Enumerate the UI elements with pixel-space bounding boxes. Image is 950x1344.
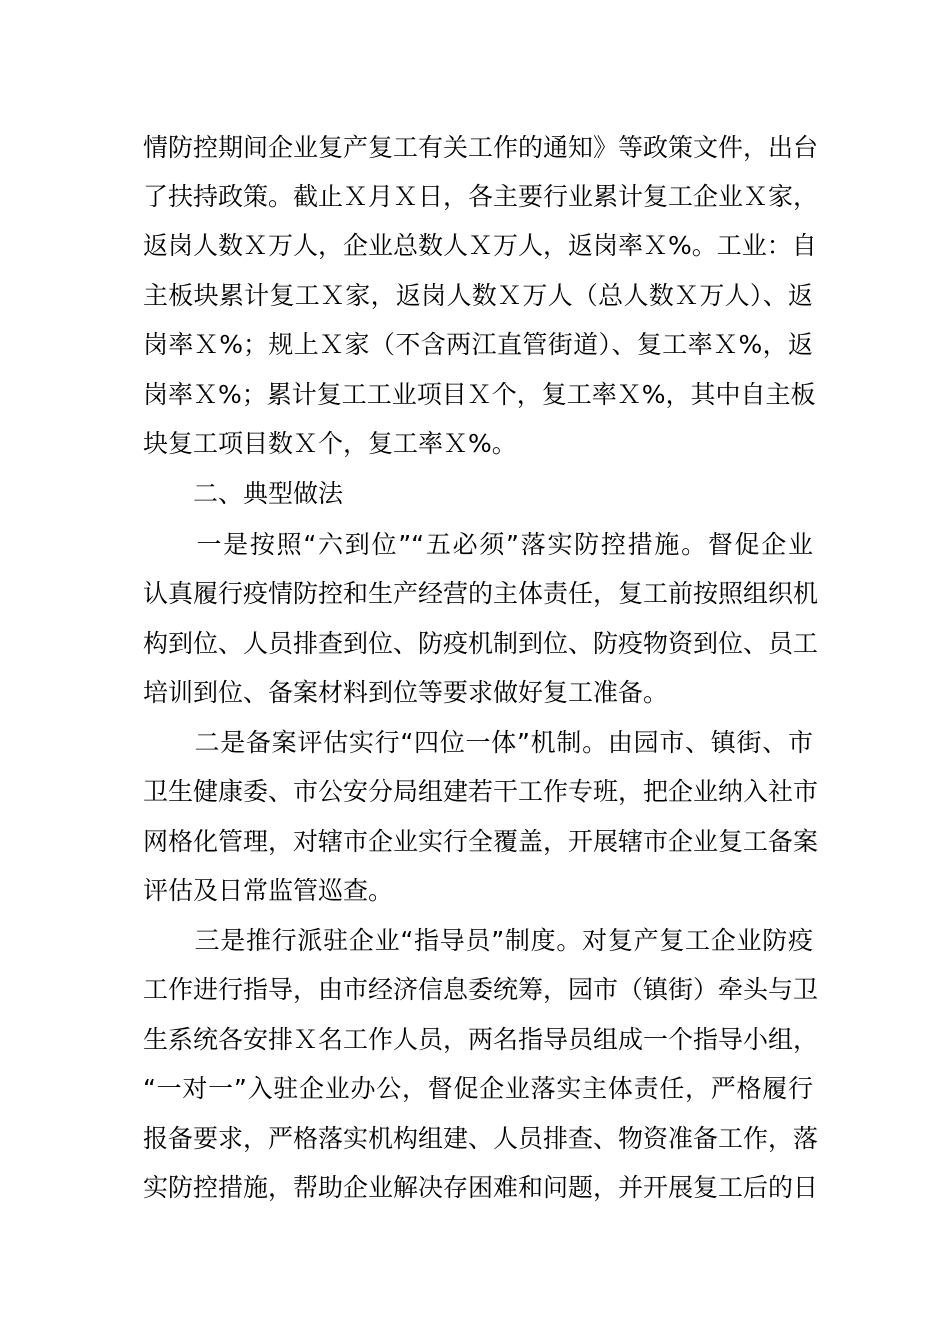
text-line: 实防控措施，帮助企业解决存困难和问题，并开展复工后的日 xyxy=(143,1173,819,1202)
text-line: “一对一”入驻企业办公，督促企业落实主体责任，严格履行 xyxy=(143,1074,813,1103)
text-line: 一是按照“六到位”“五必须”落实防控措施。督促企业 xyxy=(143,530,813,559)
text-line: 三是推行派驻企业“指导员”制度。对复产复工企业防疫 xyxy=(143,926,813,955)
text-line: 了扶持政策。截止Ｘ月Ｘ日，各主要行业累计复工企业Ｘ家， xyxy=(143,182,819,211)
text-line: 报备要求，严格落实机构组建、人员排查、物资准备工作，落 xyxy=(143,1124,819,1153)
text-line: 网格化管理，对辖市企业实行全覆盖，开展辖市企业复工备案 xyxy=(143,827,819,856)
text-line: 工作进行指导，由市经济信息委统筹，园市（镇街）牵头与卫 xyxy=(143,975,819,1004)
text-line: 构到位、人员排查到位、防疫机制到位、防疫物资到位、员工 xyxy=(143,629,819,658)
text-line: 情防控期间企业复产复工有关工作的通知》等政策文件，出台 xyxy=(143,133,819,162)
text-line: 认真履行疫情防控和生产经营的主体责任，复工前按照组织机 xyxy=(143,579,819,608)
text-line: 主板块累计复工Ｘ家，返岗人数Ｘ万人（总人数Ｘ万人）、返 xyxy=(143,281,813,310)
text-line: 卫生健康委、市公安分局组建若干工作专班，把企业纳入社市 xyxy=(143,777,819,806)
text-line: 评估及日常监管巡查。 xyxy=(143,876,394,905)
text-line: 块复工项目数Ｘ个，复工率Ｘ%。 xyxy=(143,429,517,458)
text-line: 培训到位、备案材料到位等要求做好复工准备。 xyxy=(143,678,669,707)
text-line: 生系统各安排Ｘ名工作人员，两名指导员组成一个指导小组， xyxy=(143,1025,819,1054)
section-heading: 二、典型做法 xyxy=(143,479,344,508)
text-line: 二是备案评估实行“四位一体”机制。由园市、镇街、市 xyxy=(143,728,813,757)
text-line: 返岗人数Ｘ万人，企业总数人Ｘ万人，返岗率Ｘ%。工业：自 xyxy=(143,231,817,260)
text-line: 岗率Ｘ%；规上Ｘ家（不含两江直管街道）、复工率Ｘ%，返 xyxy=(143,330,813,359)
text-line: 岗率Ｘ%；累计复工工业项目Ｘ个，复工率Ｘ%，其中自主板 xyxy=(143,380,816,409)
